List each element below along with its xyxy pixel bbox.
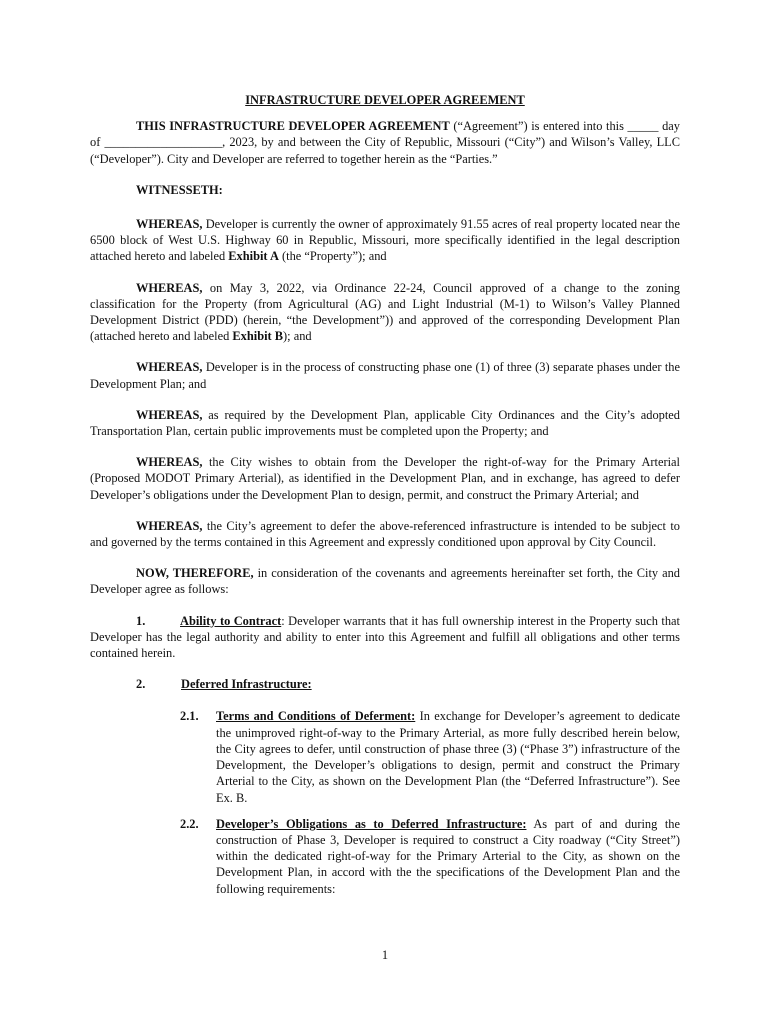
subsection-2-1 bbox=[90, 708, 680, 805]
recital-text: on May 3, 2022, via Ordinance 22-24, Council approved of a change to the zoning classification for the Property (from Agricultural (AG) and Light Industrial (M-1) to Wilson’s Valley Planned Development District (PDD) (herein, “the Development”)) and approved of the corresponding Development Plan (attached hereto and labeled bbox=[90, 280, 680, 344]
section-1 bbox=[90, 613, 680, 662]
recital-lead: WHEREAS, bbox=[136, 407, 203, 422]
now-therefore-lead: NOW, THEREFORE, bbox=[136, 566, 254, 581]
recital-lead: WHEREAS, bbox=[136, 518, 203, 533]
recital-paragraph bbox=[90, 280, 680, 345]
document-title: INFRASTRUCTURE DEVELOPER AGREEMENT bbox=[245, 93, 525, 107]
subsection-heading: Terms and Conditions of Deferment: bbox=[216, 709, 416, 724]
intro-paragraph bbox=[90, 118, 680, 167]
recital-tail: ); and bbox=[283, 329, 312, 344]
exhibit-ref: Exhibit B bbox=[232, 329, 284, 344]
recital-text: as required by the Development Plan, applicable City Ordinances and the City’s adopted Transportation Plan, certain public improvements must be completed upon the Property; and bbox=[90, 407, 680, 439]
recital-text: the City’s agreement to defer the above-referenced infrastructure is intended to be subject to and governed by the terms contained in this Agreement and expressly conditioned upon approval by City Council. bbox=[90, 518, 680, 550]
section-heading: Ability to Contract bbox=[180, 613, 282, 628]
subsection-number: 2.2. bbox=[180, 816, 199, 831]
section-number: 1. bbox=[136, 613, 146, 628]
page-number: 1 bbox=[381, 948, 389, 962]
recital-tail: (the “Property”); and bbox=[278, 249, 387, 264]
recital-paragraph bbox=[90, 216, 680, 265]
recital-text: the City wishes to obtain from the Developer the right-of-way for the Primary Arterial (Proposed MODOT Primary Arterial), as identified in the Development Plan, and in exchange, has agreed to defer Developer’s obligations under the Development Plan to design, permit, and construct the Primary Arterial; and bbox=[90, 455, 680, 502]
recital-lead: WHEREAS, bbox=[136, 455, 203, 470]
subsection-2-2 bbox=[90, 816, 680, 897]
recital-text: Developer is currently the owner of approximately 91.55 acres of real property located near the 6500 block of West U.S. Highway 60 in Republic, Missouri, more specifically identified in the legal description attached hereto and labeled bbox=[90, 217, 680, 264]
recital-paragraph bbox=[90, 359, 680, 391]
recital-paragraph bbox=[90, 518, 680, 550]
recital-paragraph bbox=[90, 407, 680, 439]
recital-paragraph bbox=[90, 454, 680, 503]
exhibit-ref: Exhibit A bbox=[228, 249, 279, 264]
witnesseth-heading: WITNESSETH: bbox=[136, 182, 223, 197]
section-heading: Deferred Infrastructure: bbox=[181, 677, 312, 692]
intro-text: (“Agreement”) is entered into this _____ day of ___________________, 2023, by and between the City of Republic, Missouri (“City”) and Wilson’s Valley, LLC (“Developer”). City and Developer are referred to together herein as the “Parties.” bbox=[90, 119, 680, 166]
section-number: 2. bbox=[136, 677, 146, 692]
recital-lead: WHEREAS, bbox=[136, 360, 203, 375]
now-therefore-paragraph bbox=[90, 565, 680, 597]
subsection-number: 2.1. bbox=[180, 709, 199, 724]
recital-lead: WHEREAS, bbox=[136, 217, 203, 232]
section-text: : Developer warrants that it has full ownership interest in the Property such that Developer has the legal authority and ability to enter into this Agreement and fulfill all obligations and other terms contained herein. bbox=[90, 613, 680, 661]
subsection-text: As part of and during the construction of Phase 3, Developer is required to construct a City roadway (“City Street”) within the dedicated right-of-way for the Primary Arterial to the City, as shown on the Development Plan, in accord with the the specifications of the Development Plan and the following requirements: bbox=[216, 816, 680, 896]
intro-lead: THIS INFRASTRUCTURE DEVELOPER AGREEMENT bbox=[136, 119, 450, 134]
subsection-heading: Developer’s Obligations as to Deferred Infrastructure: bbox=[216, 816, 527, 831]
section-2-heading bbox=[90, 676, 680, 692]
subsection-text: In exchange for Developer’s agreement to dedicate the unimproved right-of-way to the Primary Arterial, as more fully described herein below, the City agrees to defer, until construction of phase three (3) (“Phase 3”) infrastructure of the Development, the Developer’s obligations to design, permit and construct the Primary Arterial to the City, as shown on the Development Plan (the “Deferred Infrastructure”). See Ex. B. bbox=[216, 709, 680, 805]
document-page bbox=[90, 92, 680, 907]
now-therefore-text: in consideration of the covenants and agreements hereinafter set forth, the City and Developer agree as follows: bbox=[90, 566, 680, 597]
recital-lead: WHEREAS, bbox=[136, 280, 203, 295]
recital-text: Developer is in the process of constructing phase one (1) of three (3) separate phases under the Development Plan; and bbox=[90, 360, 680, 391]
